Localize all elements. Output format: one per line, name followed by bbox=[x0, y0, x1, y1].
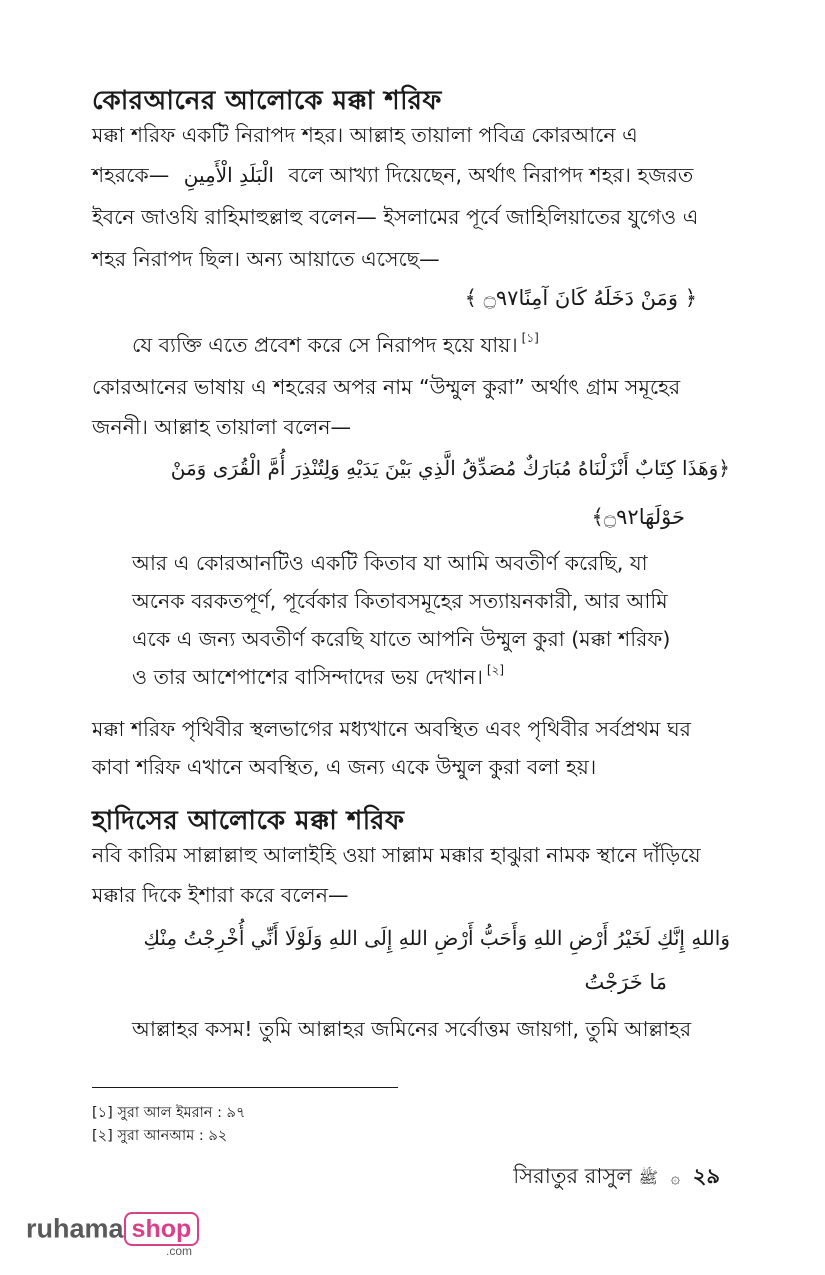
inline-arabic-phrase: الْبَلَدِ الْأَمِينِ bbox=[183, 163, 274, 187]
body-line: মক্কা শরিফ একটি নিরাপদ শহর। আল্লাহ তায়ালা পবিত্র কোরআনে এ bbox=[92, 123, 638, 147]
ayah-translation-line: অনেক বরকতপূর্ণ, পূর্বেকার কিতাবসমূহের সত্যায়নকারী, আর আমি bbox=[132, 589, 668, 613]
line-prefix: শহরকে— bbox=[92, 163, 170, 187]
ayah-translation-line: একে এ জন্য অবতীর্ণ করেছি যাতে আপনি উম্মুল কুরা (মক্কা শরিফ) bbox=[132, 627, 671, 651]
footnote: [১] সুরা আল ইমরান : ৯৭ bbox=[92, 1105, 246, 1121]
body-line: শহর নিরাপদ ছিল। অন্য আয়াতে এসেছে— bbox=[92, 247, 440, 271]
body-line: মক্কার দিকে ইশারা করে বলেন— bbox=[92, 883, 349, 907]
salawat-symbol: ﷺ bbox=[638, 1168, 658, 1187]
body-line: কোরআনের ভাষায় এ শহরের অপর নাম “উম্মুল কুরা” অর্থাৎ গ্রাম সমূহের bbox=[92, 375, 681, 399]
hadith-translation: আল্লাহর কসম! তুমি আল্লাহর জমিনের সর্বোত্তম জায়গা, তুমি আল্লাহর bbox=[132, 1017, 692, 1041]
ayah-translation-line: আর এ কোরআনটিও একটি কিতাব যা আমি অবতীর্ণ করেছি, যা bbox=[132, 551, 648, 575]
watermark-brand-right: shop bbox=[124, 1212, 200, 1246]
footnote: [২] সুরা আনআম : ৯২ bbox=[92, 1128, 228, 1144]
footnote-ref: [২] bbox=[486, 663, 505, 677]
ayah-translation: যে ব্যক্তি এতে প্রবেশ করে সে নিরাপদ হয়ে যায়। [১] bbox=[132, 331, 539, 357]
book-title: সিরাতুর রাসুল bbox=[513, 1164, 632, 1188]
body-line-with-arabic bbox=[92, 160, 722, 194]
watermark-domain: .com bbox=[166, 1244, 193, 1258]
ornament-icon: ۞ bbox=[670, 1168, 681, 1187]
ayah-translation-line: ও তার আশেপাশের বাসিন্দাদের ভয় দেখান। [২] bbox=[132, 663, 505, 689]
quran-ayah-continued: حَوْلَهَا۝٩٢﴾ bbox=[591, 505, 685, 529]
footnote-ref: [১] bbox=[521, 331, 539, 345]
section-heading-quran: কোরআনের আলোকে মক্কা শরিফ bbox=[92, 86, 442, 116]
body-line: নবি কারিম সাল্লাল্লাহু আলাইহি ওয়া সাল্লাম মক্কার হাঝুরা নামক স্থানে দাঁড়িয়ে bbox=[92, 843, 701, 867]
quran-ayah: ﴿ وَمَنْ دَخَلَهُ كَانَ آمِنًا۝٩٧ ﴾ bbox=[464, 286, 697, 310]
hadith-arabic: وَاللهِ إِنَّكِ لَخَيْرُ أَرْضِ اللهِ وَأَحَبُّ أَرْضِ اللهِ إِلَى اللهِ وَلَوْلَا أَنِّي أُخْرِجْتُ مِنْكِ bbox=[143, 926, 730, 950]
section-heading-hadith: হাদিসের আলোকে মক্কা শরিফ bbox=[92, 806, 405, 836]
body-line: কাবা শরিফ এখানে অবস্থিত, এ জন্য একে উম্মুল কুরা বলা হয়। bbox=[92, 755, 597, 779]
page-number: ২৯ bbox=[692, 1164, 720, 1188]
body-line: জননী। আল্লাহ তায়ালা বলেন— bbox=[92, 415, 351, 439]
line-rest: বলে আখ্যা দিয়েছেন, অর্থাৎ নিরাপদ শহর। হজরত bbox=[288, 163, 694, 187]
body-line: মক্কা শরিফ পৃথিবীর স্থলভাগের মধ্যখানে অবস্থিত এবং পৃথিবীর সর্বপ্রথম ঘর bbox=[92, 717, 691, 741]
quran-ayah: ﴿وَهَذَا كِتَابٌ أَنْزَلْنَاهُ مُبَارَكٌ مُصَدِّقُ الَّذِي بَيْنَ يَدَيْهِ وَلِتُنْذِرَ أُمَّ الْقُرَى وَمَنْ bbox=[170, 456, 730, 480]
running-footer bbox=[513, 1160, 720, 1195]
footnote-divider bbox=[92, 1087, 398, 1088]
body-line: ইবনে জাওযি রাহিমাহুল্লাহু বলেন— ইসলামের পূর্বে জাহিলিয়াতের যুগেও এ bbox=[92, 205, 699, 229]
hadith-arabic-continued: مَا خَرَجْتُ bbox=[584, 970, 667, 994]
watermark-logo bbox=[26, 1212, 199, 1258]
watermark-brand-left: ruhama bbox=[26, 1213, 124, 1244]
